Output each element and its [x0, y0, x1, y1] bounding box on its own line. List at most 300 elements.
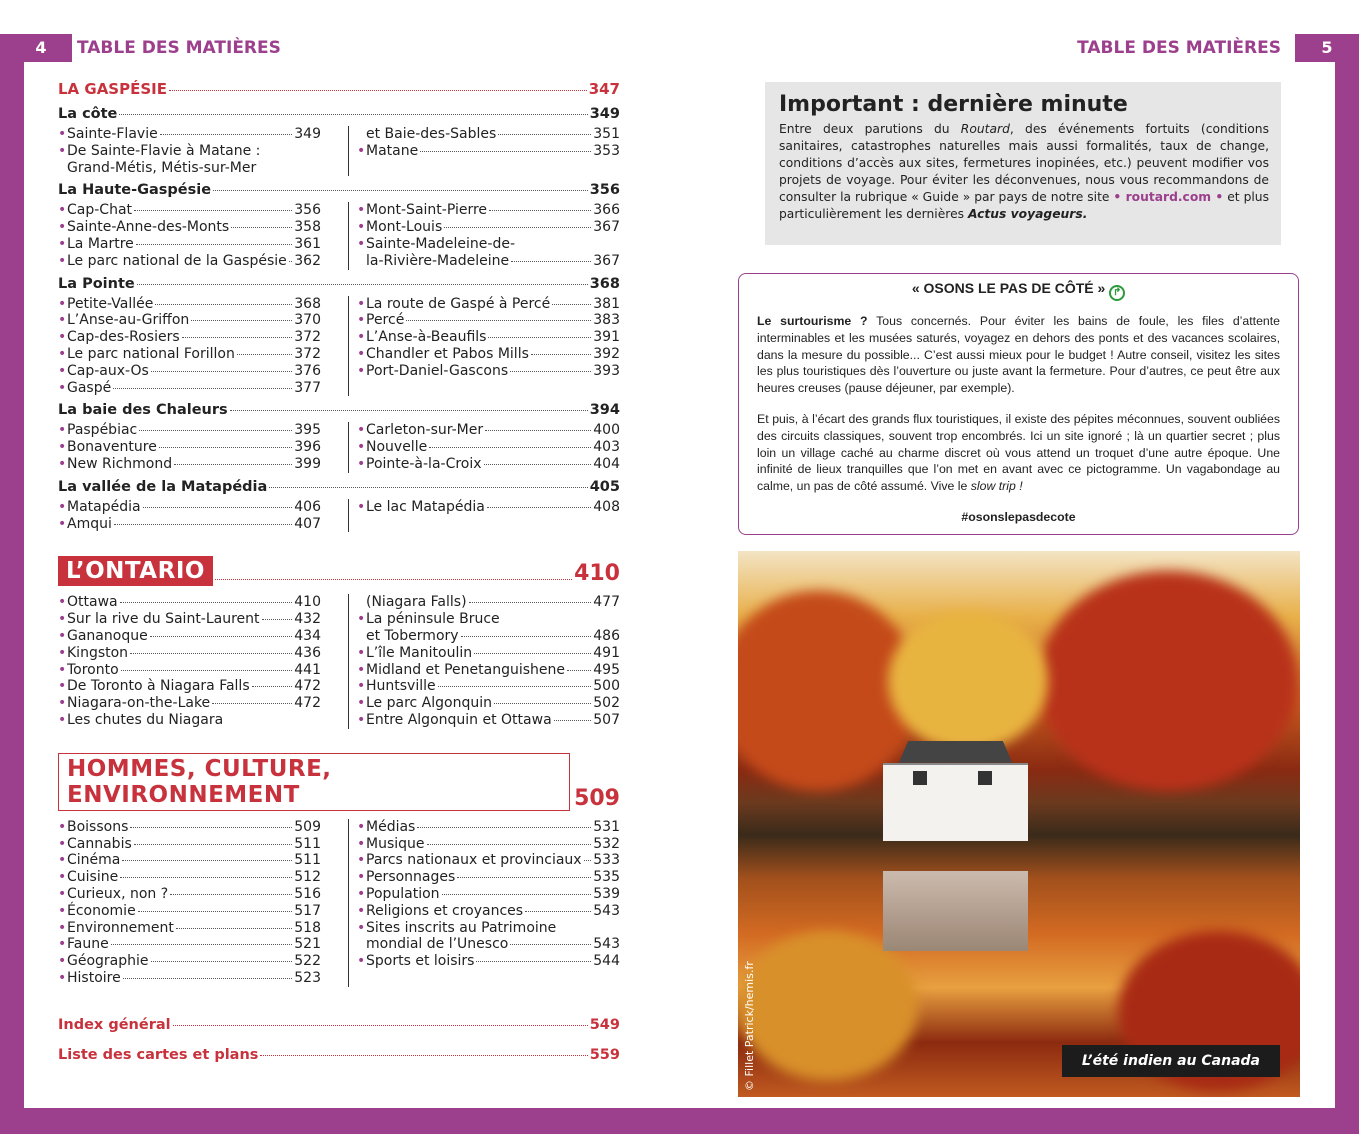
important-text: Entre deux parutions du Routard, des événements fortuits (conditions sanitaires, catastrophes naturelles mais aussi formalités, taux de change, conditions d’accès aux sites, fermetures inopinées, etc.) peuvent modifier vos projets de voyage. Pour éviter les déconvenues, nous vous recommandons de consulter la rubrique « Guide » par pays de notre site • routard.com • et plus particulièrement les dernières Actus voyageurs. — [779, 122, 1269, 221]
toc-item[interactable] — [357, 819, 620, 836]
toc-item[interactable] — [357, 903, 620, 920]
bullet-icon: • — [357, 142, 366, 159]
toc-item[interactable] — [58, 456, 321, 473]
item-page: 502 — [593, 695, 620, 712]
item-page: 404 — [593, 455, 620, 472]
toc-item[interactable] — [58, 253, 321, 270]
toc-item[interactable] — [58, 516, 321, 533]
toc-item[interactable] — [357, 611, 620, 628]
toc-item[interactable] — [58, 126, 321, 143]
dot-leader — [136, 244, 292, 245]
item-title: Mont-Saint-Pierre — [366, 202, 488, 219]
toc-item[interactable] — [58, 662, 321, 679]
bullet-icon: • — [58, 953, 67, 970]
dot-leader — [113, 388, 292, 389]
toc-item[interactable] — [58, 380, 321, 397]
dot-leader — [182, 337, 293, 338]
dot-leader — [215, 579, 572, 580]
bullet-icon: • — [357, 219, 366, 236]
dot-leader — [457, 877, 591, 878]
table-of-contents — [58, 80, 620, 1063]
toc-item[interactable] — [357, 253, 620, 270]
item-page: 436 — [294, 644, 321, 661]
subsection-heading[interactable] — [58, 276, 620, 292]
bullet-icon: • — [58, 644, 67, 661]
dot-leader — [525, 911, 591, 912]
dot-leader — [139, 430, 292, 431]
bullet-icon: • — [357, 329, 366, 346]
page-frame-right — [1335, 34, 1359, 1134]
item-page: 366 — [593, 202, 620, 219]
bullet-icon: • — [58, 818, 67, 835]
toc-item[interactable] — [357, 363, 620, 380]
dot-leader — [461, 636, 592, 637]
item-title: Chandler et Pabos Mills — [366, 345, 529, 362]
item-page: 377 — [294, 379, 321, 396]
bullet-icon: • — [357, 661, 366, 678]
item-page: 367 — [593, 252, 620, 269]
bullet-icon: • — [357, 869, 366, 886]
item-page: 368 — [294, 295, 321, 312]
osons-hashtag: #osonslepasdecote — [961, 509, 1076, 524]
toc-item[interactable] — [357, 594, 620, 611]
bullet-icon: • — [357, 818, 366, 835]
item-page: 472 — [294, 678, 321, 695]
important-title: Important : dernière minute — [779, 92, 1128, 117]
page-number: 349 — [589, 106, 620, 122]
autumn-lake-photo — [738, 551, 1300, 1097]
item-title: De Sainte-Flavie à Matane : — [67, 142, 261, 159]
bullet-icon: • — [357, 644, 366, 661]
toc-item[interactable] — [58, 886, 321, 903]
entry-title: Liste des cartes et plans — [58, 1046, 259, 1063]
item-page: 495 — [593, 661, 620, 678]
item-page: 491 — [593, 644, 620, 661]
right-column — [348, 296, 620, 397]
bullet-icon: • — [58, 345, 67, 362]
item-page: 407 — [294, 515, 321, 532]
toc-columns — [58, 422, 620, 472]
item-page: 523 — [294, 969, 321, 986]
item-title: Boissons — [67, 818, 129, 835]
item-title: Cap-aux-Os — [67, 362, 149, 379]
toc-item[interactable] — [58, 499, 321, 516]
item-title: Ottawa — [67, 594, 118, 611]
right-column — [348, 126, 620, 176]
dot-leader — [444, 227, 591, 228]
toc-item[interactable] — [58, 920, 321, 937]
bullet-icon: • — [58, 126, 67, 142]
toc-item[interactable] — [58, 422, 321, 439]
item-page: 543 — [593, 902, 620, 919]
bullet-icon: • — [357, 678, 366, 695]
bullet-icon: • — [58, 852, 67, 869]
item-page: 511 — [294, 852, 321, 869]
bullet-icon: • — [357, 711, 366, 728]
right-page-title: TABLE DES MATIÈRES — [1077, 38, 1281, 58]
toc-item[interactable] — [58, 594, 321, 611]
toc-item[interactable] — [357, 296, 620, 313]
toc-item[interactable] — [58, 836, 321, 853]
toc-item[interactable] — [58, 219, 321, 236]
bullet-icon: • — [357, 235, 366, 252]
toc-item[interactable] — [357, 143, 620, 160]
item-title: L’Anse-au-Griffon — [67, 312, 190, 329]
entry-title: La vallée de la Matapédia — [58, 478, 268, 495]
item-title: la-Rivière-Madeleine — [366, 252, 510, 269]
dot-leader — [134, 210, 292, 211]
item-title: Entre Algonquin et Ottawa — [366, 711, 552, 728]
item-title: Niagara-on-the-Lake — [67, 695, 211, 712]
toc-end-entry[interactable] — [58, 1047, 620, 1063]
page-frame-bottom — [0, 1108, 1359, 1134]
toc-item[interactable] — [58, 852, 321, 869]
dot-leader — [160, 134, 293, 135]
dot-leader — [174, 464, 292, 465]
osons-paragraph-1: Le surtourisme ? Tous concernés. Pour éviter les bains de foule, les files d’attente interminables et les musées saturés, voyagez en dehors des ponts et des vacances scolaires, dans la mesure du possible... C’est aussi mieux pour le budget ! Autre conseil, visitez les sites les plus touristiques dès l’ouverture ou juste avant la fermeture. Pour d’autres, ce peut être aux heures creuses (pause déjeuner, par exemple). — [757, 314, 1280, 396]
right-page-number: 5 — [1295, 34, 1359, 62]
item-page: 521 — [294, 936, 321, 953]
item-page: 383 — [593, 312, 620, 329]
bullet-icon: • — [357, 919, 366, 936]
toc-item[interactable] — [58, 439, 321, 456]
toc-item[interactable] — [357, 628, 620, 645]
toc-item[interactable] — [58, 712, 321, 729]
item-title: Cap-Chat — [67, 202, 133, 219]
toc-item[interactable] — [357, 886, 620, 903]
bullet-icon: • — [58, 235, 67, 252]
item-title: Mont-Louis — [366, 219, 443, 236]
house-reflection — [883, 871, 1028, 951]
dot-leader — [170, 894, 292, 895]
bullet-icon: • — [58, 936, 67, 953]
toc-item[interactable] — [58, 312, 321, 329]
item-title: Sainte-Madeleine-de- — [366, 235, 516, 252]
dot-leader — [289, 261, 293, 262]
toc-item[interactable] — [58, 869, 321, 886]
left-column — [58, 296, 321, 397]
item-title: Religions et croyances — [366, 902, 524, 919]
toc-item[interactable] — [357, 678, 620, 695]
dot-leader — [260, 1055, 587, 1056]
item-page: 395 — [294, 422, 321, 439]
toc-item[interactable] — [58, 936, 321, 953]
dot-leader — [151, 371, 292, 372]
dot-leader — [420, 151, 591, 152]
item-title: Gaspé — [67, 379, 112, 396]
section-ontario[interactable] — [58, 556, 620, 586]
toc-item[interactable] — [357, 329, 620, 346]
section-label: HOMMES, CULTURE, ENVIRONNEMENT — [58, 753, 570, 811]
item-page: 399 — [294, 455, 321, 472]
toc-item[interactable] — [357, 852, 620, 869]
toc-item[interactable] — [58, 628, 321, 645]
toc-item[interactable] — [357, 712, 620, 729]
item-title: Sites inscrits au Patrimoine — [366, 919, 557, 936]
bullet-icon: • — [357, 422, 366, 439]
section-gaspesie[interactable] — [58, 80, 620, 98]
bullet-icon: • — [58, 455, 67, 472]
pas-de-cote-pictogram-icon: ↱ — [1109, 285, 1125, 301]
toc-item[interactable] — [58, 296, 321, 313]
bullet-icon: • — [58, 902, 67, 919]
item-title: La route de Gaspé à Percé — [366, 295, 551, 312]
item-page: 410 — [294, 594, 321, 611]
item-page: 351 — [593, 126, 620, 142]
item-page: 408 — [593, 498, 620, 515]
toc-item[interactable] — [357, 645, 620, 662]
item-title: De Toronto à Niagara Falls — [67, 678, 250, 695]
item-page: 507 — [593, 711, 620, 728]
page-number: 356 — [589, 182, 620, 199]
item-title: Environnement — [67, 919, 174, 936]
item-title: Cannabis — [67, 835, 132, 852]
toc-item[interactable] — [357, 346, 620, 363]
item-title: Gananoque — [67, 627, 148, 644]
bullet-icon: • — [58, 252, 67, 269]
bullet-icon: • — [58, 202, 67, 219]
entry-title: La Haute-Gaspésie — [58, 182, 212, 199]
dot-leader — [120, 602, 293, 603]
section-page: 509 — [574, 785, 620, 811]
bullet-icon: • — [58, 661, 67, 678]
bullet-icon: • — [58, 885, 67, 902]
item-title: La Martre — [67, 235, 134, 252]
toc-end-entry[interactable] — [58, 1017, 620, 1033]
item-page: 372 — [294, 345, 321, 362]
toc-item[interactable] — [357, 439, 620, 456]
toc-item[interactable] — [357, 312, 620, 329]
item-title: Économie — [67, 902, 136, 919]
item-page: 477 — [593, 594, 620, 611]
toc-item[interactable] — [58, 819, 321, 836]
dot-leader — [120, 877, 292, 878]
section-label: L’ONTARIO — [58, 556, 213, 586]
bullet-icon: • — [357, 439, 366, 456]
dot-leader — [531, 354, 591, 355]
subsection-heading[interactable] — [58, 402, 620, 418]
toc-item[interactable] — [58, 143, 321, 160]
dot-leader — [469, 602, 592, 603]
item-title: Percé — [366, 312, 405, 329]
osons-paragraph-2: Et puis, à l’écart des grands flux touristiques, il existe des pépites méconnues, souvent oubliées des circuits classiques, souvent trop encombrés. Ici un site ignoré ; là un quartier secret ; plus loin un village caché au charme discret où vous attend un troquet d’une autre époque. Une infinité de lieux tranquilles que l’on met en avant avec ce pictogramme. Un vagabondage au calme, un pas de côté assumé. Vive le slow trip ! — [757, 411, 1280, 494]
osons-title: « OSONS LE PAS DE CÔTÉ » ↱ — [757, 280, 1280, 301]
toc-item[interactable] — [357, 202, 620, 219]
item-page: 516 — [294, 885, 321, 902]
bullet-icon: • — [58, 219, 67, 236]
dot-leader — [119, 114, 587, 115]
toc-item[interactable] — [58, 611, 321, 628]
toc-item[interactable] — [58, 160, 321, 177]
toc-item[interactable] — [58, 645, 321, 662]
left-column — [58, 422, 321, 472]
toc-item[interactable] — [58, 695, 321, 712]
dot-leader — [567, 670, 591, 671]
bullet-icon: • — [357, 835, 366, 852]
dot-leader — [114, 524, 292, 525]
item-title: Grand-Métis, Métis-sur-Mer — [67, 159, 257, 176]
item-title: Cinéma — [67, 852, 121, 869]
right-column — [348, 202, 620, 269]
dot-leader — [510, 944, 591, 945]
left-page-number: 4 — [10, 34, 72, 62]
item-page: 392 — [593, 345, 620, 362]
dot-leader — [485, 430, 591, 431]
dot-leader — [138, 911, 293, 912]
item-title: Les chutes du Niagara — [67, 711, 224, 728]
item-page: 432 — [294, 611, 321, 628]
toc-columns — [58, 819, 620, 987]
dot-leader — [176, 928, 292, 929]
left-column — [58, 202, 321, 269]
dot-leader — [476, 961, 591, 962]
toc-item[interactable] — [58, 678, 321, 695]
item-title: Cap-des-Rosiers — [67, 329, 180, 346]
toc-item[interactable] — [357, 953, 620, 970]
item-title: Carleton-sur-Mer — [366, 422, 484, 439]
toc-item[interactable] — [357, 869, 620, 886]
toc-item[interactable] — [58, 346, 321, 363]
item-title: Sur la rive du Saint-Laurent — [67, 611, 260, 628]
toc-item[interactable] — [357, 662, 620, 679]
bullet-icon: • — [58, 295, 67, 312]
item-title: Matapédia — [67, 498, 141, 515]
subsection-heading[interactable] — [58, 479, 620, 495]
item-title: Musique — [366, 835, 425, 852]
toc-item[interactable] — [357, 126, 620, 143]
dot-leader — [510, 371, 591, 372]
item-page: 376 — [294, 362, 321, 379]
dot-leader — [191, 320, 292, 321]
subsection-heading[interactable] — [58, 106, 620, 122]
photo-caption: L’été indien au Canada — [1062, 1045, 1280, 1077]
dot-leader — [111, 944, 293, 945]
item-title: Sainte-Anne-des-Monts — [67, 219, 230, 236]
dot-leader — [123, 978, 293, 979]
bullet-icon: • — [357, 611, 366, 628]
item-title: (Niagara Falls) — [366, 594, 467, 611]
left-column — [58, 594, 321, 728]
bullet-icon: • — [58, 142, 67, 159]
bullet-icon: • — [357, 455, 366, 472]
dot-leader — [231, 227, 292, 228]
left-column — [58, 819, 321, 987]
toc-item[interactable] — [357, 499, 620, 516]
toc-item[interactable] — [58, 970, 321, 987]
toc-item[interactable] — [357, 236, 620, 253]
right-page-column — [738, 273, 1300, 1097]
item-page: 535 — [593, 869, 620, 886]
item-title: Port-Daniel-Gascons — [366, 362, 509, 379]
toc-item[interactable] — [357, 422, 620, 439]
dot-leader — [130, 827, 292, 828]
dot-leader — [474, 653, 591, 654]
item-title: Personnages — [366, 869, 456, 886]
toc-item[interactable] — [58, 329, 321, 346]
item-page: 403 — [593, 439, 620, 456]
right-column — [348, 499, 620, 533]
dot-leader — [212, 703, 292, 704]
item-page: 370 — [294, 312, 321, 329]
toc-columns — [58, 126, 620, 176]
item-title: Le lac Matapédia — [366, 498, 485, 515]
toc-item[interactable] — [58, 202, 321, 219]
toc-item[interactable] — [357, 836, 620, 853]
dot-leader — [489, 210, 591, 211]
toc-item[interactable] — [357, 219, 620, 236]
dot-leader — [173, 1025, 588, 1026]
toc-item[interactable] — [357, 920, 620, 937]
bullet-icon: • — [357, 202, 366, 219]
item-page: 400 — [593, 422, 620, 439]
dot-leader — [151, 961, 293, 962]
entry-title: La baie des Chaleurs — [58, 402, 228, 419]
toc-item[interactable] — [58, 953, 321, 970]
left-column — [58, 126, 321, 176]
toc-item[interactable] — [357, 695, 620, 712]
toc-item[interactable] — [357, 456, 620, 473]
bullet-icon: • — [357, 362, 366, 379]
item-page: 539 — [593, 885, 620, 902]
toc-columns — [58, 202, 620, 269]
entry-title: LA GASPÉSIE — [58, 80, 167, 98]
toc-item[interactable] — [58, 236, 321, 253]
item-title: Huntsville — [366, 678, 436, 695]
bullet-icon: • — [58, 329, 67, 346]
item-page: 511 — [294, 835, 321, 852]
entry-title: Index général — [58, 1016, 171, 1033]
dot-leader — [134, 844, 293, 845]
section-page: 410 — [574, 561, 620, 587]
section-hommes[interactable] — [58, 753, 620, 811]
photo-credit: © Fillet Patrick/hemis.fr — [743, 961, 756, 1091]
dot-leader — [269, 487, 587, 488]
dot-leader — [252, 686, 293, 687]
item-title: Curieux, non ? — [67, 885, 169, 902]
bullet-icon: • — [357, 852, 366, 869]
item-title: Géographie — [67, 953, 149, 970]
toc-item[interactable] — [357, 936, 620, 953]
bullet-icon: • — [357, 902, 366, 919]
bullet-icon: • — [58, 695, 67, 712]
bullet-icon: • — [58, 312, 67, 329]
bullet-icon: • — [58, 379, 67, 396]
bullet-icon: • — [357, 885, 366, 902]
bullet-icon: • — [58, 869, 67, 886]
dot-leader — [237, 354, 292, 355]
bullet-icon: • — [58, 362, 67, 379]
toc-item[interactable] — [58, 363, 321, 380]
item-page: 362 — [294, 252, 321, 269]
bullet-icon: • — [58, 498, 67, 515]
item-title: New Richmond — [67, 455, 173, 472]
routard-link[interactable]: • routard.com • — [1113, 190, 1224, 204]
item-title: L’île Manitoulin — [366, 644, 473, 661]
item-title: Histoire — [67, 969, 121, 986]
dot-leader — [417, 827, 591, 828]
dot-leader — [121, 670, 293, 671]
subsection-heading[interactable] — [58, 182, 620, 198]
bullet-icon: • — [58, 969, 67, 986]
item-title: Amqui — [67, 515, 112, 532]
page-frame-left — [0, 34, 24, 1134]
toc-item[interactable] — [58, 903, 321, 920]
item-page: 500 — [593, 678, 620, 695]
item-page: 472 — [294, 695, 321, 712]
dot-leader — [155, 304, 292, 305]
bullet-icon: • — [58, 611, 67, 628]
item-page: 393 — [593, 362, 620, 379]
